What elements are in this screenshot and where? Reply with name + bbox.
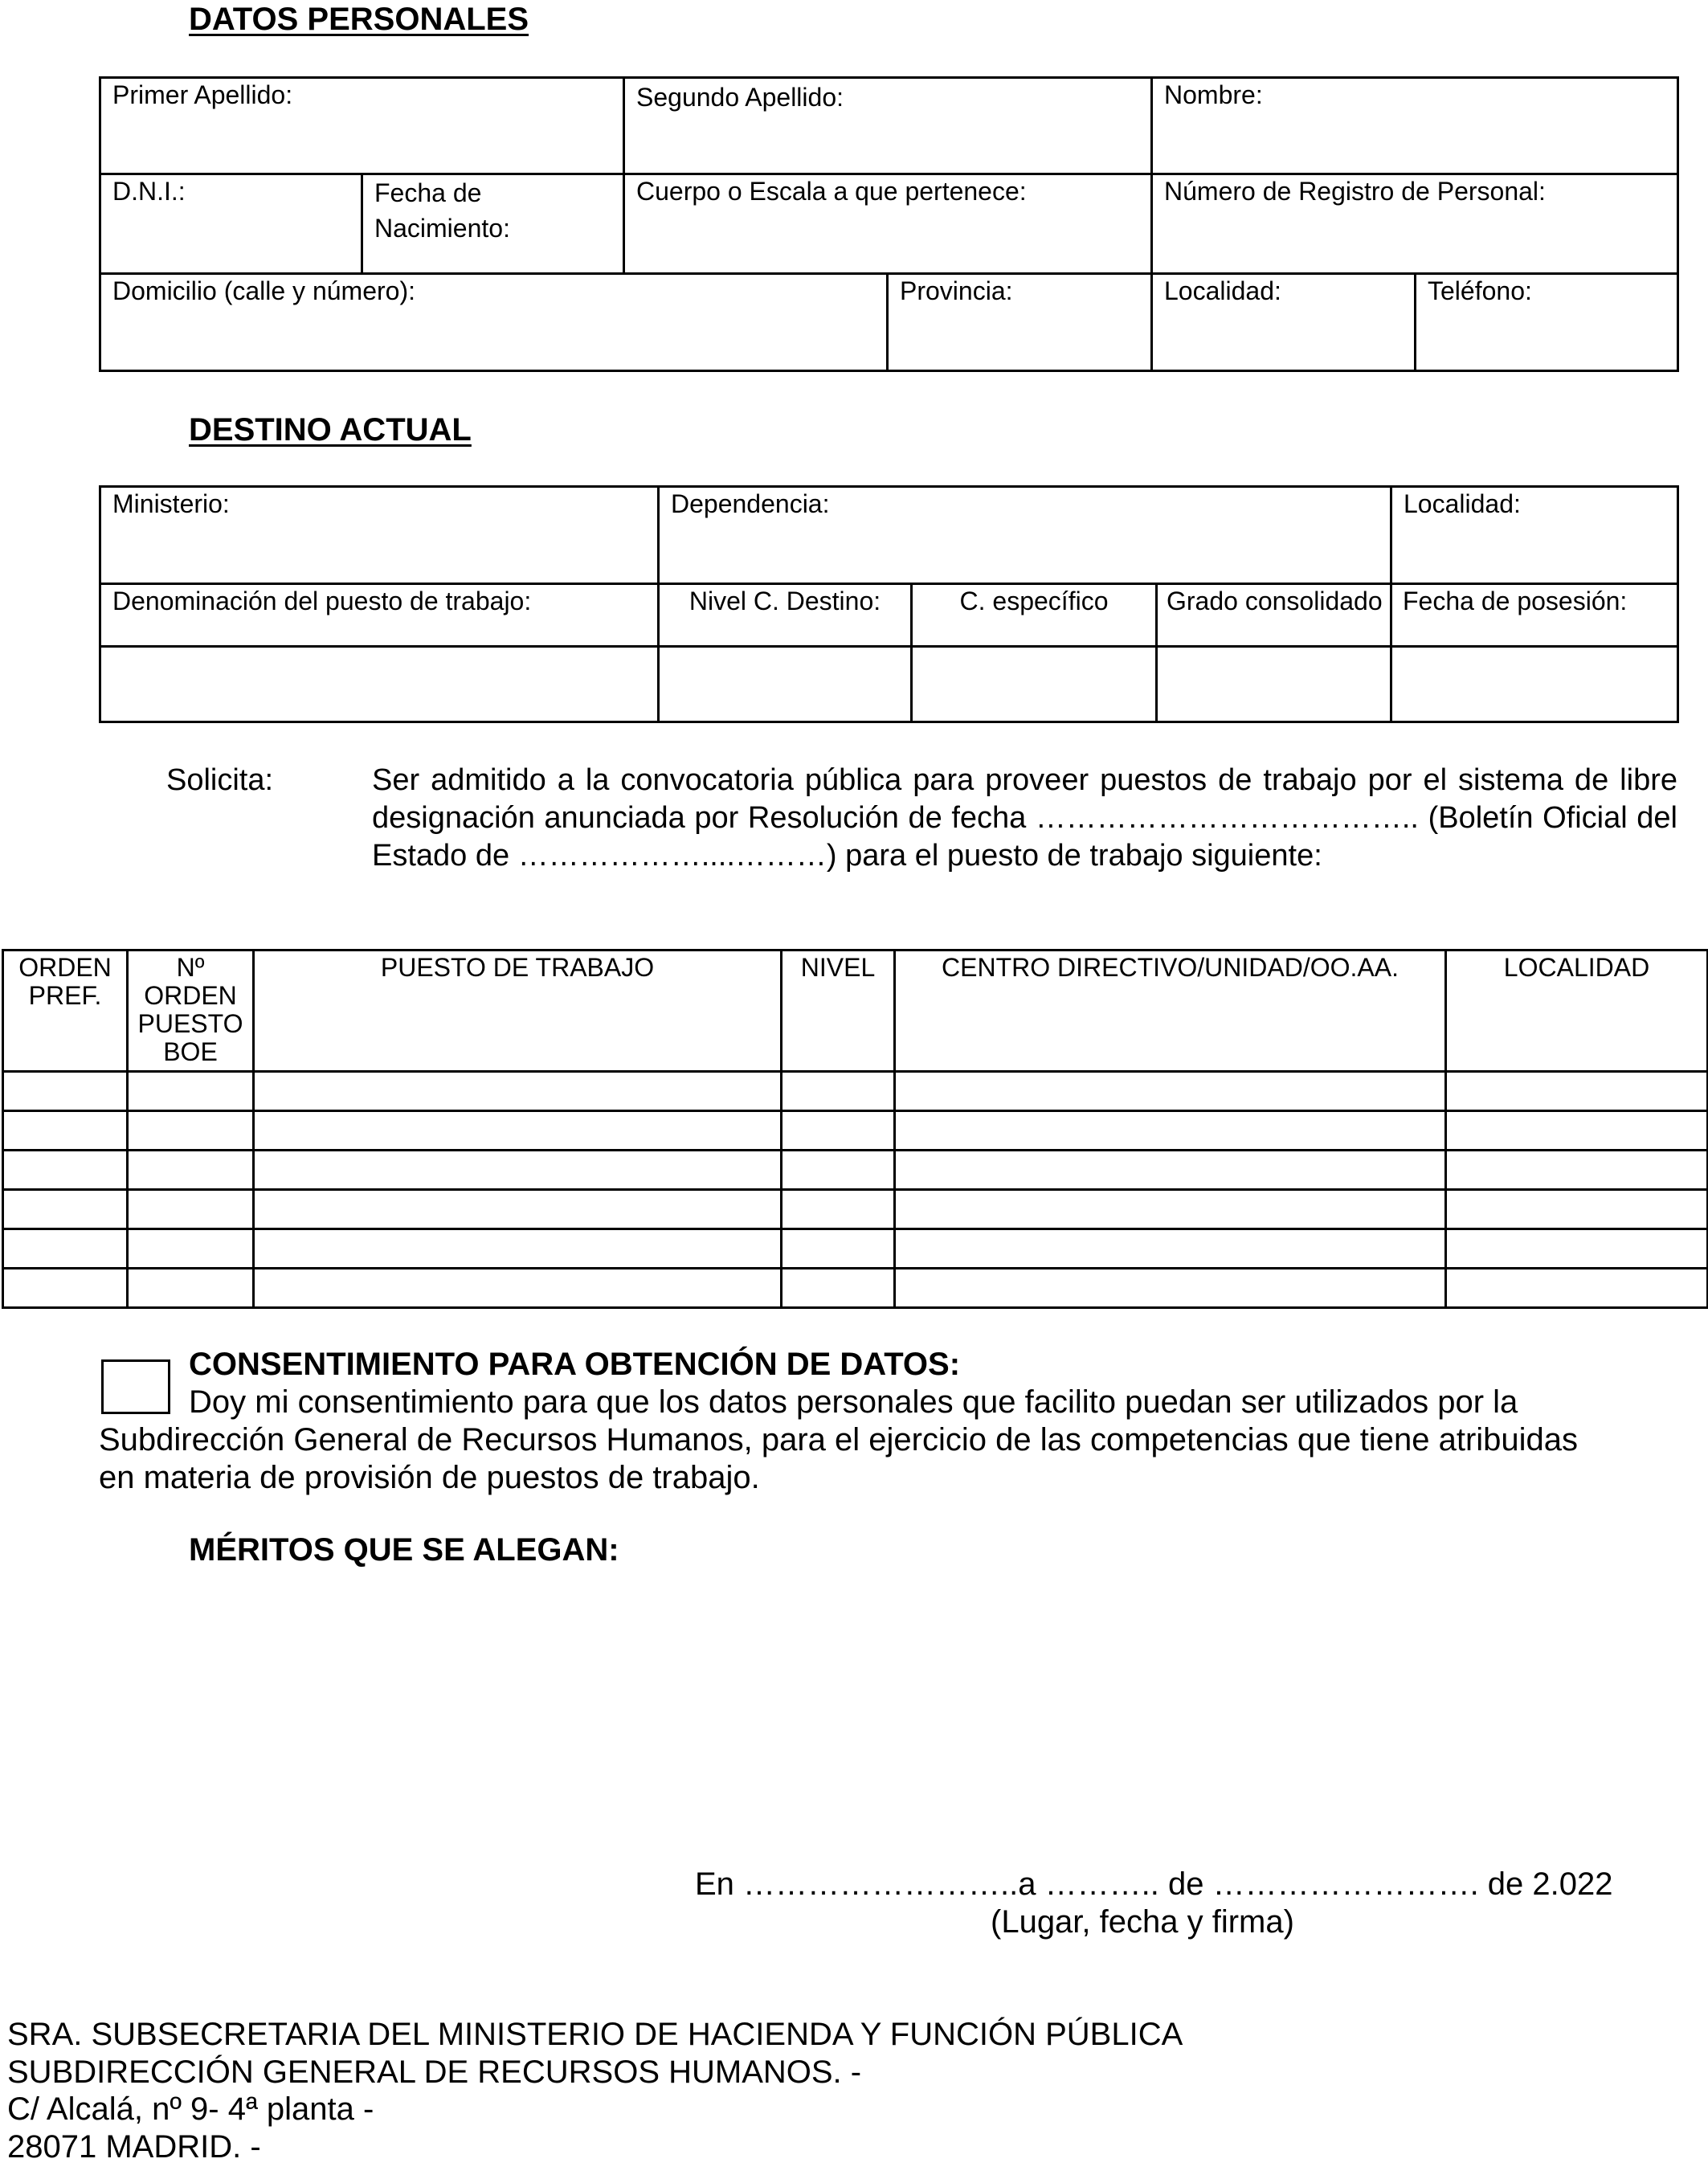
nivel-c-destino-header (660, 585, 913, 645)
solicita-label: Solicita: (166, 763, 274, 797)
denominacion-puesto-label: Denominación del puesto de trabajo: (112, 587, 532, 615)
table-cell[interactable] (782, 1229, 895, 1269)
destino-actual-table (99, 485, 1679, 723)
dni-label: D.N.I.: (112, 177, 186, 206)
table-row (3, 1229, 1708, 1269)
table-row (3, 1269, 1708, 1308)
table-cell[interactable] (1446, 1190, 1708, 1229)
table-cell[interactable] (3, 1190, 128, 1229)
cuerpo-escala-label: Cuerpo o Escala a que pertenece: (636, 177, 1027, 206)
recipient-line-1: SRA. SUBSECRETARIA DEL MINISTERIO DE HACIENDA Y FUNCIÓN PÚBLICA (7, 2017, 1183, 2052)
table-cell[interactable] (128, 1229, 254, 1269)
denominacion-puesto-header (101, 585, 660, 645)
telefono-field[interactable] (1416, 275, 1677, 370)
table-cell[interactable] (3, 1111, 128, 1151)
consent-line-3: en materia de provisión de puestos de trabajo. (99, 1460, 760, 1495)
col-header-centro-directivo: CENTRO DIRECTIVO/UNIDAD/OO.AA. (895, 951, 1446, 1072)
numero-registro-field[interactable] (1153, 175, 1677, 272)
consent-text (99, 1384, 1578, 1497)
table-cell[interactable] (254, 1229, 782, 1269)
solicita-line-2: designación anunciada por Resolución de fecha ……………………………….. (Boletín Oficial del (372, 801, 1677, 835)
table-cell[interactable] (895, 1072, 1446, 1111)
grado-consolidado-label: Grado consolidado (1167, 587, 1383, 615)
datos-personales-table (99, 76, 1679, 372)
table-row (3, 1072, 1708, 1111)
table-cell[interactable] (254, 1269, 782, 1308)
grado-consolidado-field[interactable] (1158, 648, 1392, 721)
table-cell[interactable] (782, 1111, 895, 1151)
cuerpo-escala-field[interactable] (625, 175, 1153, 272)
col-header-puesto-trabajo: PUESTO DE TRABAJO (254, 951, 782, 1072)
provincia-field[interactable] (889, 275, 1153, 370)
consent-title: CONSENTIMIENTO PARA OBTENCIÓN DE DATOS: (189, 1347, 961, 1382)
col-header-orden-puesto-boe: Nº ORDEN PUESTO BOE (128, 951, 254, 1072)
signature-caption: (Lugar, fecha y firma) (991, 1904, 1294, 1940)
table-cell[interactable] (782, 1151, 895, 1190)
datos-personales-row-2 (101, 175, 1677, 275)
telefono-label: Teléfono: (1428, 276, 1532, 305)
table-cell[interactable] (895, 1111, 1446, 1151)
ministerio-field[interactable] (101, 488, 660, 583)
datos-personales-row-1 (101, 79, 1677, 175)
fecha-posesion-field[interactable] (1392, 648, 1677, 721)
table-cell[interactable] (3, 1151, 128, 1190)
signature-place-date-line: En ……………………..a ……….. de ……………………. de 2.022 (695, 1866, 1613, 1902)
dni-field[interactable] (101, 175, 363, 272)
table-cell[interactable] (1446, 1269, 1708, 1308)
table-header-row (3, 951, 1708, 1072)
destino-row-2-labels (101, 585, 1677, 648)
solicita-paragraph (372, 762, 1677, 875)
destino-row-1 (101, 488, 1677, 585)
destino-actual-heading: DESTINO ACTUAL (189, 412, 472, 448)
numero-registro-label: Número de Registro de Personal: (1164, 177, 1546, 206)
table-cell[interactable] (1446, 1229, 1708, 1269)
localidad-field[interactable] (1153, 275, 1416, 370)
meritos-title: MÉRITOS QUE SE ALEGAN: (189, 1532, 619, 1568)
table-cell[interactable] (782, 1190, 895, 1229)
table-cell[interactable] (1446, 1072, 1708, 1111)
provincia-label: Provincia: (900, 276, 1013, 305)
table-cell[interactable] (128, 1190, 254, 1229)
destino-row-3-values (101, 648, 1677, 721)
datos-personales-row-3 (101, 275, 1677, 370)
table-cell[interactable] (254, 1072, 782, 1111)
fecha-posesion-label: Fecha de posesión: (1403, 587, 1628, 615)
fecha-nacimiento-field[interactable] (363, 175, 625, 272)
table-cell[interactable] (128, 1072, 254, 1111)
c-especifico-label: C. específico (959, 587, 1109, 615)
segundo-apellido-field[interactable] (625, 79, 1153, 173)
table-row (3, 1190, 1708, 1229)
c-especifico-header (913, 585, 1158, 645)
nivel-c-destino-field[interactable] (660, 648, 913, 721)
table-cell[interactable] (128, 1111, 254, 1151)
ministerio-label: Ministerio: (112, 489, 230, 518)
table-cell[interactable] (254, 1190, 782, 1229)
table-cell[interactable] (3, 1229, 128, 1269)
table-cell[interactable] (895, 1190, 1446, 1229)
primer-apellido-label: Primer Apellido: (112, 80, 293, 109)
domicilio-label: Domicilio (calle y número): (112, 276, 415, 305)
table-cell[interactable] (3, 1269, 128, 1308)
segundo-apellido-label: Segundo Apellido: (636, 83, 844, 112)
consent-line-1: Doy mi consentimiento para que los datos personales que facilito puedan ser utilizados por la (189, 1384, 1518, 1420)
solicita-line-1: Ser admitido a la convocatoria pública para proveer puestos de trabajo por el sistema de libre (372, 763, 1677, 797)
grado-consolidado-header (1158, 585, 1392, 645)
destino-localidad-label: Localidad: (1404, 489, 1521, 518)
nombre-field[interactable] (1153, 79, 1677, 173)
recipient-line-3: C/ Alcalá, nº 9- 4ª planta - (7, 2091, 374, 2127)
dependencia-label: Dependencia: (671, 489, 830, 518)
nombre-label: Nombre: (1164, 80, 1263, 109)
nivel-c-destino-label: Nivel C. Destino: (689, 587, 881, 615)
solicita-line-3: Estado de ………………....………) para el puesto de trabajo siguiente: (372, 839, 1322, 873)
table-cell[interactable] (1446, 1151, 1708, 1190)
denominacion-puesto-field[interactable] (101, 648, 660, 721)
recipient-line-2: SUBDIRECCIÓN GENERAL DE RECURSOS HUMANOS. - (7, 2054, 862, 2090)
col-header-localidad: LOCALIDAD (1446, 951, 1708, 1072)
table-cell[interactable] (254, 1111, 782, 1151)
table-cell[interactable] (128, 1151, 254, 1190)
table-cell[interactable] (895, 1151, 1446, 1190)
c-especifico-field[interactable] (913, 648, 1158, 721)
table-cell[interactable] (254, 1151, 782, 1190)
table-cell[interactable] (3, 1072, 128, 1111)
dependencia-field[interactable] (660, 488, 1392, 583)
recipient-line-4: 28071 MADRID. - (7, 2128, 261, 2165)
col-header-nivel: NIVEL (782, 951, 895, 1072)
fecha-nacimiento-label: Fecha de Nacimiento: (374, 178, 510, 243)
puestos-table (2, 949, 1708, 1309)
table-cell[interactable] (895, 1269, 1446, 1308)
fecha-posesion-header (1392, 585, 1677, 645)
primer-apellido-field[interactable] (101, 79, 625, 173)
table-row (3, 1151, 1708, 1190)
datos-personales-heading: DATOS PERSONALES (189, 2, 529, 37)
table-cell[interactable] (782, 1269, 895, 1308)
table-cell[interactable] (1446, 1111, 1708, 1151)
table-cell[interactable] (128, 1269, 254, 1308)
destino-localidad-field[interactable] (1392, 488, 1677, 583)
recipient-address (7, 2016, 1183, 2165)
table-row (3, 1111, 1708, 1151)
domicilio-field[interactable] (101, 275, 889, 370)
localidad-label: Localidad: (1164, 276, 1281, 305)
table-cell[interactable] (782, 1072, 895, 1111)
col-header-orden-pref: ORDEN PREF. (3, 951, 128, 1072)
consent-line-2: Subdirección General de Recursos Humanos, para el ejercicio de las competencias que tiene atribuidas (99, 1422, 1579, 1457)
table-cell[interactable] (895, 1229, 1446, 1269)
